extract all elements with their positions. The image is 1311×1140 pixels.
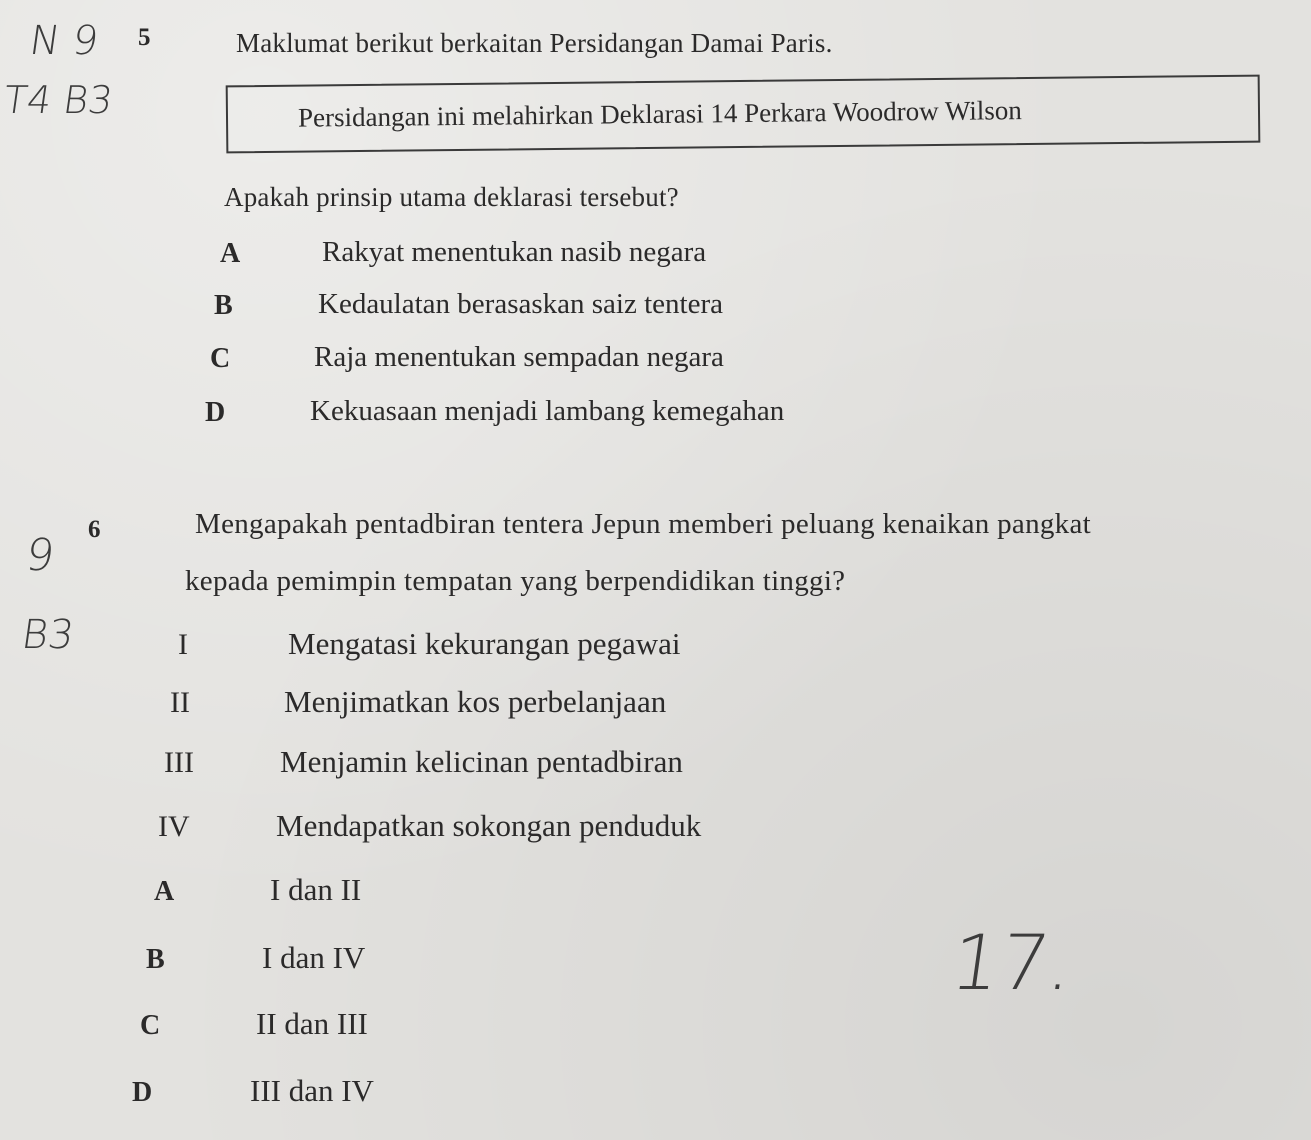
statement-text: Mendapatkan sokongan penduduk xyxy=(276,808,702,843)
question-6-stem-line-2: kepada pemimpin tempatan yang berpendidikan tinggi? xyxy=(185,565,846,597)
option-text: II dan III xyxy=(256,1006,368,1041)
option-text: Raja menentukan sempadan negara xyxy=(314,341,724,373)
option-letter: B xyxy=(146,944,165,975)
option-text: I dan IV xyxy=(262,940,366,975)
handwritten-note-top: N 9 xyxy=(26,18,102,64)
info-box xyxy=(226,75,1261,154)
statement-text: Menjamin kelicinan pentadbiran xyxy=(280,744,683,779)
option-letter: D xyxy=(205,397,226,428)
option-text: Kedaulatan berasaskan saiz tentera xyxy=(318,288,723,320)
option-letter: C xyxy=(140,1010,161,1041)
statement-text: Menjimatkan kos perbelanjaan xyxy=(284,684,667,719)
statement-numeral: II xyxy=(170,686,190,719)
question-5-prompt: Apakah prinsip utama deklarasi tersebut? xyxy=(224,182,679,212)
question-6-stem-line-1: Mengapakah pentadbiran tentera Jepun memberi peluang kenaikan pangkat xyxy=(195,508,1091,540)
handwritten-note-code: T4 B3 xyxy=(0,78,116,122)
statement-numeral: III xyxy=(164,746,194,779)
option-text: Kekuasaan menjadi lambang kemegahan xyxy=(310,395,785,427)
question-5-stem: Maklumat berikut berkaitan Persidangan Damai Paris. xyxy=(236,28,833,58)
option-text: III dan IV xyxy=(250,1073,374,1108)
option-text: I dan II xyxy=(270,872,362,907)
handwritten-note-mid-code: B3 xyxy=(18,612,77,658)
info-box-text: Persidangan ini melahirkan Deklarasi 14 Perkara Woodrow Wilson xyxy=(297,95,1022,133)
question-6-number: 6 xyxy=(88,516,101,543)
statement-numeral: I xyxy=(178,628,188,661)
option-letter: A xyxy=(220,238,241,269)
option-text: Rakyat menentukan nasib negara xyxy=(322,236,707,268)
option-letter: A xyxy=(154,876,175,907)
option-letter: C xyxy=(210,343,231,374)
statement-numeral: IV xyxy=(158,810,190,843)
handwritten-page-number: 17. xyxy=(945,918,1080,1007)
option-letter: B xyxy=(214,290,233,321)
question-5-number: 5 xyxy=(138,24,151,51)
statement-text: Mengatasi kekurangan pegawai xyxy=(288,626,681,661)
option-letter: D xyxy=(132,1077,153,1108)
handwritten-note-mid: 9 xyxy=(22,530,58,581)
